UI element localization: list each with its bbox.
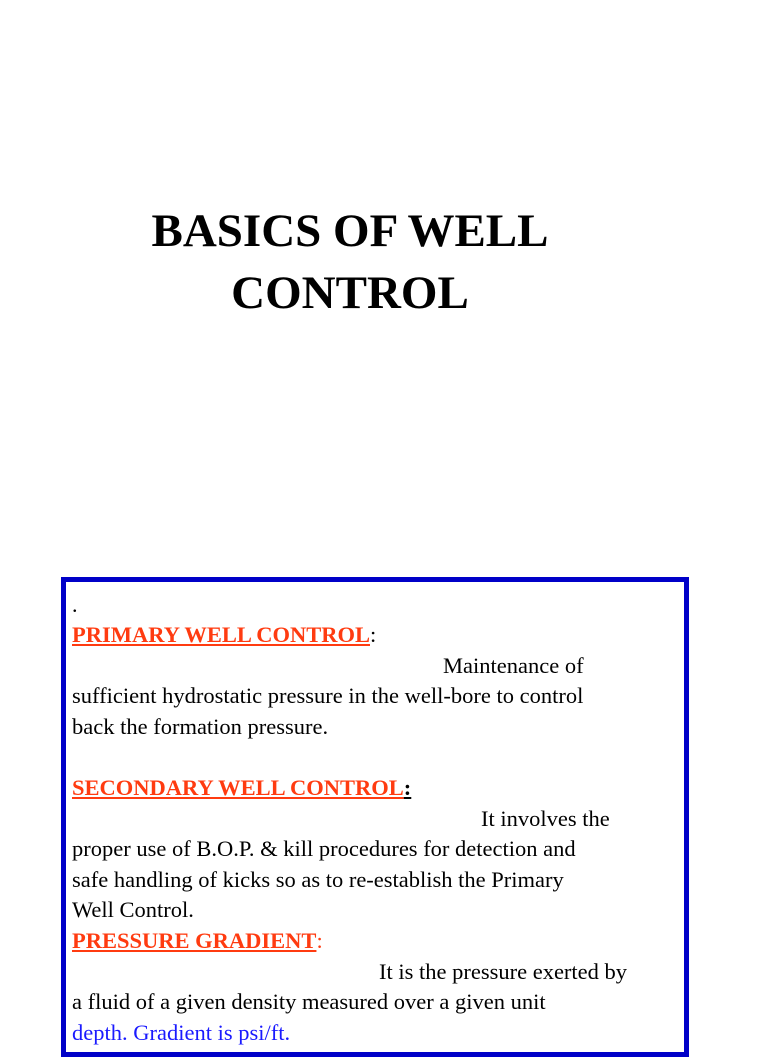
primary-text-line-1: Maintenance of xyxy=(443,652,584,678)
secondary-text-line-3: safe handling of kicks so as to re-establish the Primary xyxy=(72,866,564,892)
primary-text-line-3: back the formation pressure. xyxy=(72,713,329,739)
title-line-2: CONTROL xyxy=(231,267,469,319)
leading-dot: . xyxy=(72,592,78,617)
definitions-box xyxy=(61,577,689,1057)
primary-colon: : xyxy=(370,622,377,647)
secondary-text-line-4: Well Control. xyxy=(72,897,194,923)
primary-text-line-2: sufficient hydrostatic pressure in the well-bore to control xyxy=(72,683,584,709)
secondary-text-line-2: proper use of B.O.P. & kill procedures for detection and xyxy=(72,836,576,862)
secondary-text-line-1: It involves the xyxy=(481,805,610,831)
primary-heading-row xyxy=(72,620,678,651)
gradient-colon: : xyxy=(316,927,323,953)
spacer xyxy=(72,742,678,773)
title-line-1: BASICS OF WELL xyxy=(151,205,549,257)
gradient-heading-row xyxy=(72,926,678,957)
secondary-heading-row xyxy=(72,773,678,804)
secondary-well-control-heading: SECONDARY WELL CONTROL xyxy=(72,774,404,800)
secondary-colon: : xyxy=(403,774,412,800)
gradient-text-line-3: depth. Gradient is psi/ft. xyxy=(72,1019,291,1045)
primary-well-control-heading: PRIMARY WELL CONTROL xyxy=(72,622,370,647)
gradient-text-line-1: It is the pressure exerted by xyxy=(379,958,628,984)
gradient-text-line-2: a fluid of a given density measured over a given unit xyxy=(72,989,546,1015)
pressure-gradient-heading: PRESSURE GRADIENT xyxy=(72,927,317,953)
document-title xyxy=(0,200,700,324)
